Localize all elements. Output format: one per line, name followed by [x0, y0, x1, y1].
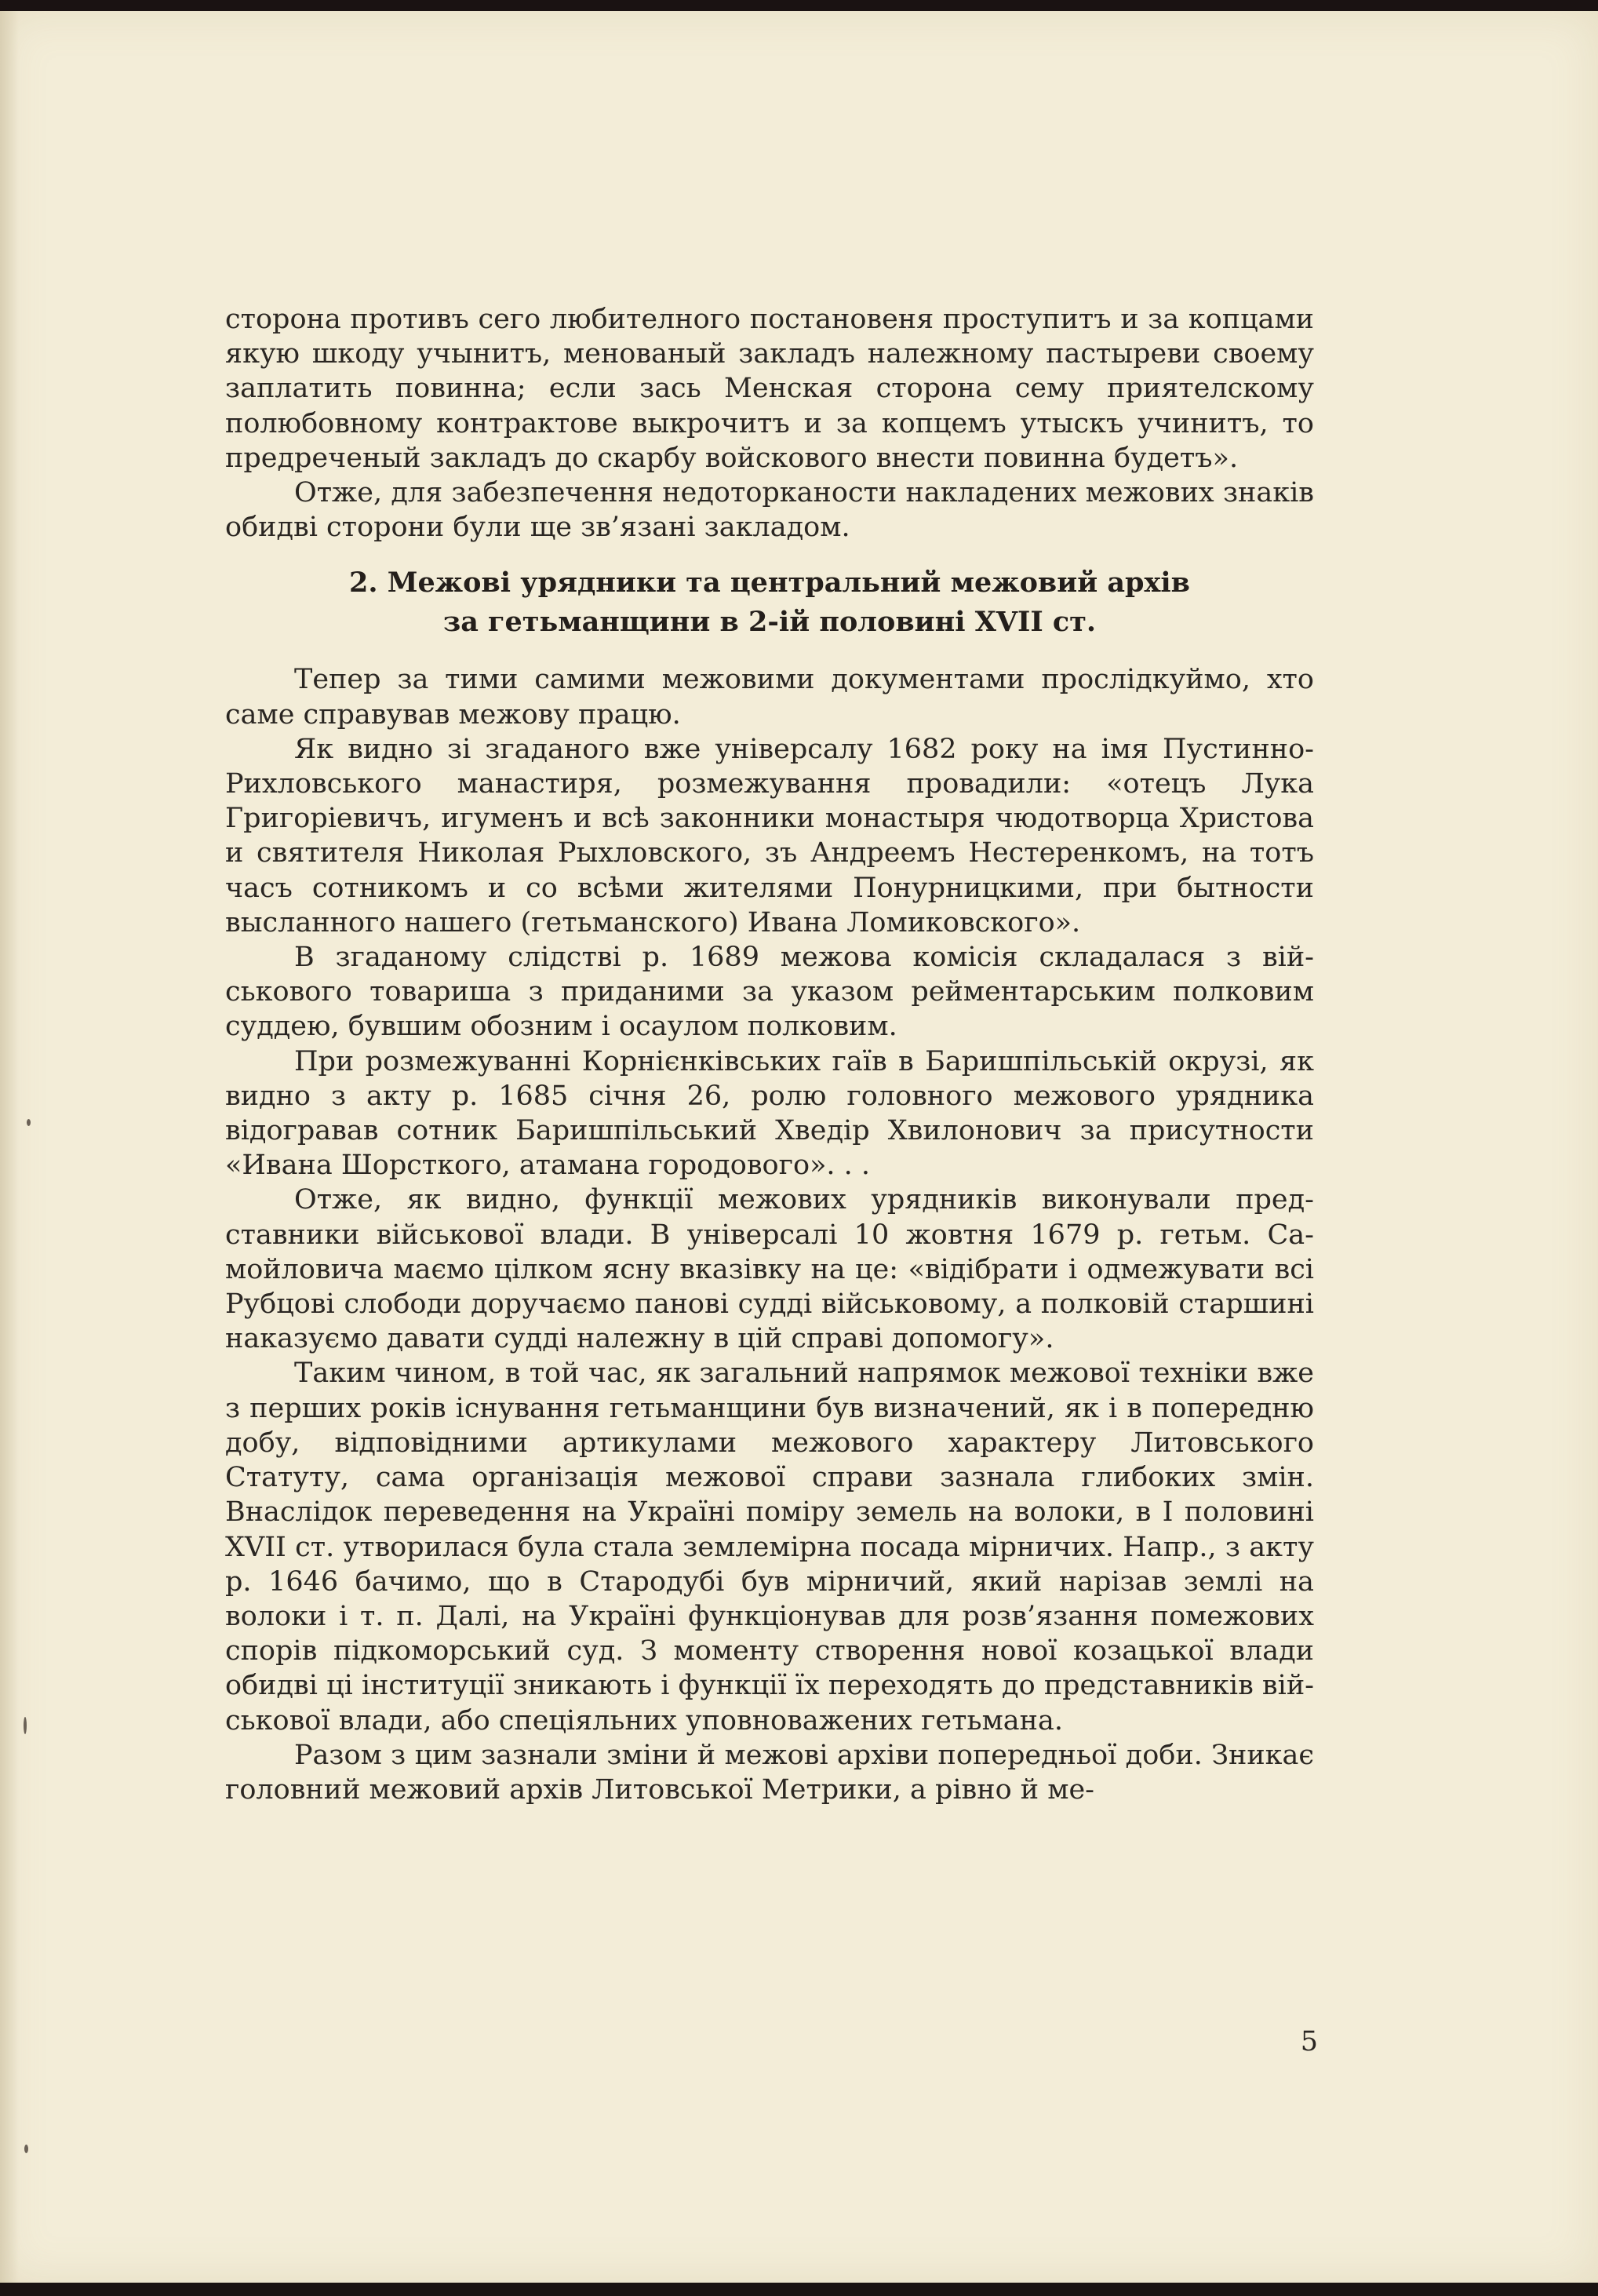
paragraph: Разом з цим зазнали зміни й межові архіви попередньої доби. Зникає головний межовий архів Литовської Метрики, а рівно й ме-	[225, 1739, 1314, 1806]
paragraph: Отже, як видно, функції межових урядників виконували представники військової влади. В універсалі 10 жовтня 1679 р. гетьм. Самойловича маємо цілком ясну вказівку на це: «відібрати і одмежувати всі Рубцові слободи доручаємо панові судді військовому, а полковій старшині наказуємо давати судді належну в цій справі допомогу».	[225, 1184, 1314, 1355]
paragraph: Тепер за тими самими межовими документами прослідкуймо, хто саме справував межову працю.	[225, 664, 1314, 731]
section-heading-line: за гетьманщини в 2-ій половині XVII ст.	[442, 606, 1097, 639]
page-number: 5	[1300, 2026, 1318, 2057]
document-page	[0, 11, 1598, 2283]
paragraph: Отже, для забезпечення недоторканости накладених межових знаків обидві сторони були ще зв’язані закладом.	[225, 477, 1314, 544]
section-heading	[225, 563, 1314, 642]
body-text	[225, 302, 1314, 1807]
paragraph: Таким чином, в той час, як загальний напрямок межової техніки вже з перших років існування гетьманщини був визначений, як і в попередню добу, відповідними артикулами межового характеру Литовського Статуту, сама організація межової справи зазнала глибоких змін. Внаслідок переведення на Україні поміру земель на волоки, в І половині XVII ст. утворилася була стала землемірна посада мірничих. Напр., з акту р. 1646 бачимо, що в Стародубі був мірничий, який нарізав землі на волоки і т. п. Далі, на Україні функціонував для розв’язання помежових спорів підкоморський суд. З моменту створення нової козацької влади обидві ці інституції зникають і функції їх переходять до представників військової влади, або спеціяльних уповноважених гетьмана.	[225, 1358, 1314, 1737]
paper-speck	[24, 2145, 28, 2153]
paper-speck	[27, 1119, 31, 1126]
section-heading-line: 2. Межові урядники та центральний межовий архів	[349, 567, 1190, 600]
paragraph: При розмежуванні Корнієнківських гаїв в Баришпільській окрузі, як видно з акту р. 1685 січня 26, ролю головного межового урядника відогравав сотник Баришпільський Хведір Хвилонович за присутности «Ивана Шорсткого, атамана городового». . .	[225, 1045, 1314, 1182]
paragraph: сторона противъ сего любителного постановеня проступитъ и за копцами якую шкоду учынитъ, менованый закладъ належному пастыреви своему заплатить повинна; если зась Менская сторона сему приятелскому полюбовному контрактове выкрочитъ и за копцемъ утыскъ учинитъ, то предреченый закладъ до скарбу войскового внести повинна будетъ».	[225, 304, 1314, 474]
paper-speck	[24, 1717, 27, 1734]
paragraph: Як видно зі згаданого вже універсалу 1682 року на імя Пустинно-Рихловського манастиря, розмежування провадили: «отецъ Лука Григоріевичъ, игуменъ и всѣ законники монастыря чюдотворца Христова и святителя Николая Рыхловского, зъ Андреемъ Нестеренкомъ, на тотъ часъ сотникомъ и со всѣми жителями Понурницкими, при бытности высланного нашего (гетьманского) Ивана Ломиковского».	[225, 733, 1314, 938]
paragraph: В згаданому слідстві р. 1689 межова комісія складалася з військового товариша з приданими за указом рейментарським полковим суддею, бувшим обозним і осаулом полковим.	[225, 942, 1314, 1043]
